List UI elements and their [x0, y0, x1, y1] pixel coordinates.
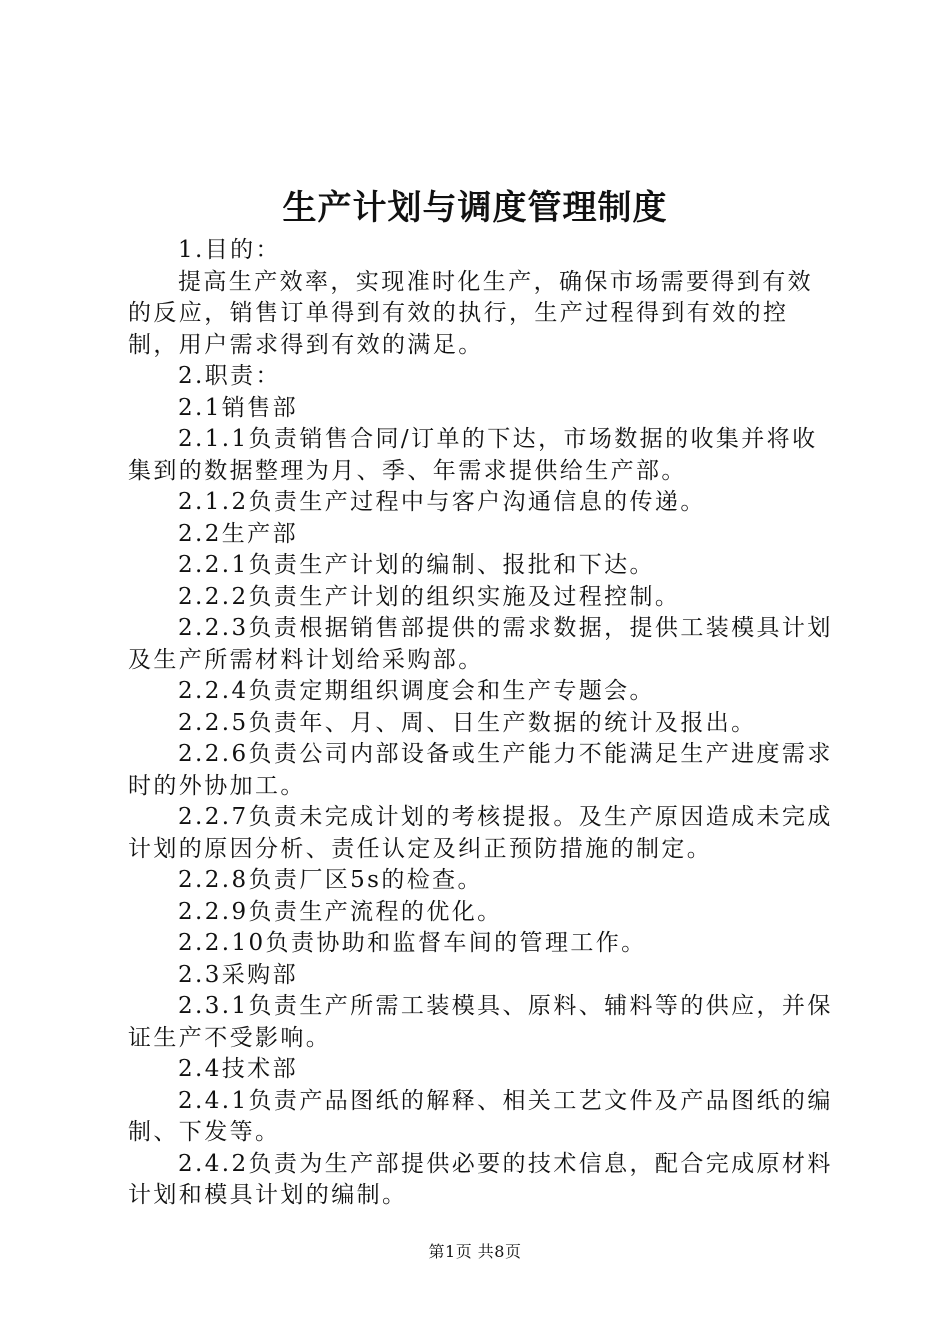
- clause-2-4-1: 2.4.1负责产品图纸的解释、相关工艺文件及产品图纸的编制、下发等。: [128, 1087, 833, 1145]
- clause-2-2-10: 2.2.10负责协助和监督车间的管理工作。: [178, 930, 647, 956]
- clause-2-1-1: 2.1.1负责销售合同/订单的下达，市场数据的收集并将收集到的数据整理为月、季、年需求提供给生产部。: [128, 426, 818, 484]
- section-purpose-heading: 1.目的：: [178, 237, 281, 263]
- purpose-paragraph: 提高生产效率，实现准时化生产，确保市场需要得到有效的反应，销售订单得到有效的执行，生产过程得到有效的控制，用户需求得到有效的满足。: [128, 268, 813, 358]
- clause-2-2-5: 2.2.5负责年、月、周、日生产数据的统计及报出。: [178, 709, 757, 736]
- clause-2-2-9: 2.2.9负责生产流程的优化。: [178, 898, 503, 925]
- clause-2-2-3: 2.2.3负责根据销售部提供的需求数据，提供工装模具计划及生产所需材料计划给采购部。: [128, 615, 833, 673]
- clause-2-2-7: 2.2.7负责未完成计划的考核提报。及生产原因造成未完成计划的原因分析、责任认定及纠正预防措施的制定。: [128, 804, 833, 862]
- subsection-sales-heading: 2.1销售部: [178, 394, 298, 421]
- document-body: [128, 235, 833, 1212]
- clause-2-2-6: 2.2.6负责公司内部设备或生产能力不能满足生产进度需求时的外协加工。: [128, 741, 833, 799]
- clause-2-1-2: 2.1.2负责生产过程中与客户沟通信息的传递。: [178, 489, 706, 515]
- subsection-technical-heading: 2.4技术部: [178, 1056, 298, 1082]
- clause-2-2-8: 2.2.8负责厂区5s的检查。: [178, 867, 483, 893]
- clause-2-4-2: 2.4.2负责为生产部提供必要的技术信息，配合完成原材料计划和模具计划的编制。: [128, 1150, 833, 1208]
- page-number-footer: 第1页 共8页: [428, 1242, 522, 1261]
- subsection-purchasing-heading: 2.3采购部: [178, 961, 298, 988]
- document-title: 生产计划与调度管理制度: [282, 188, 668, 228]
- clause-2-2-2: 2.2.2负责生产计划的组织实施及过程控制。: [178, 583, 681, 610]
- section-duties-heading: 2.职责：: [178, 363, 281, 389]
- subsection-production-heading: 2.2生产部: [178, 520, 298, 547]
- clause-2-2-4: 2.2.4负责定期组织调度会和生产专题会。: [178, 678, 655, 704]
- clause-2-3-1: 2.3.1负责生产所需工装模具、原料、辅料等的供应，并保证生产不受影响。: [128, 993, 833, 1051]
- clause-2-2-1: 2.2.1负责生产计划的编制、报批和下达。: [178, 552, 655, 578]
